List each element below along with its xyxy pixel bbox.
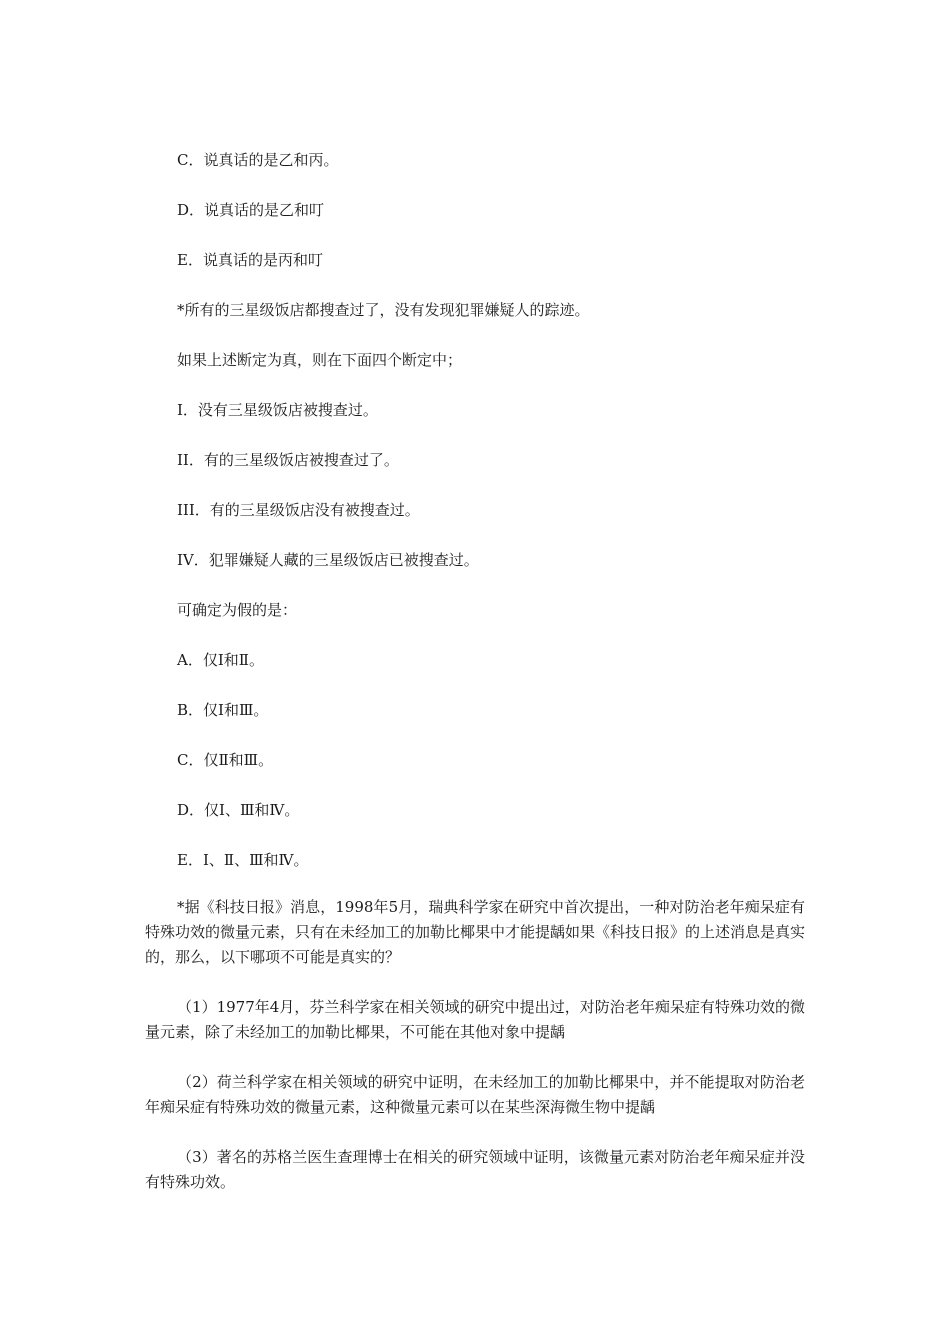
option-e-line: E．说真话的是丙和叮: [177, 251, 323, 269]
answer-option-a: A．仅Ⅰ和Ⅱ。: [177, 651, 264, 669]
question-ask: 可确定为假的是：: [177, 601, 298, 619]
answer-option-b: B．仅Ⅰ和Ⅲ。: [177, 701, 269, 719]
option-d-line: D．说真话的是乙和叮: [177, 201, 325, 219]
statement-iv: IV．犯罪嫌疑人藏的三星级饭店已被搜查过。: [177, 551, 479, 569]
answer-option-c: C．仅Ⅱ和Ⅲ。: [177, 751, 274, 769]
statement-i: I．没有三星级饭店被搜查过。: [177, 401, 378, 419]
item-2-paragraph: （2）荷兰科学家在相关领域的研究中证明，在未经加工的加勒比椰果中，并不能提取对防治老年痴呆症有特殊功效的微量元素，这种微量元素可以在某些深海微生物中提龋: [145, 1073, 805, 1116]
statement-ii: II．有的三星级饭店被搜查过了。: [177, 451, 399, 469]
item-1-paragraph: （1）1977年4月，芬兰科学家在相关领域的研究中提出过，对防治老年痴呆症有特殊功效的微量元素，除了未经加工的加勒比椰果，不可能在其他对象中提龋: [145, 998, 805, 1041]
answer-option-d: D．仅Ⅰ、Ⅲ和Ⅳ。: [177, 801, 300, 819]
question-lead: 如果上述断定为真，则在下面四个断定中；: [177, 351, 463, 369]
answer-option-e: E．Ⅰ、Ⅱ、Ⅲ和Ⅳ。: [177, 851, 309, 869]
option-c-line: C．说真话的是乙和丙。: [177, 151, 339, 169]
question-stem: *所有的三星级饭店都搜查过了，没有发现犯罪嫌疑人的踪迹。: [177, 301, 590, 319]
item-3-paragraph: （3）著名的苏格兰医生查理博士在相关的研究领域中证明，该微量元素对防治老年痴呆症并没有特殊功效。: [145, 1148, 805, 1191]
question-stem-paragraph: *据《科技日报》消息，1998年5月，瑞典科学家在研究中首次提出，一种对防治老年痴呆症有特殊功效的微量元素，只有在未经加工的加勒比椰果中才能提龋如果《科技日报》的上述消息是真实的，那么，以下哪项不可能是真实的？: [145, 898, 806, 966]
statement-iii: III．有的三星级饭店没有被搜查过。: [177, 501, 420, 519]
